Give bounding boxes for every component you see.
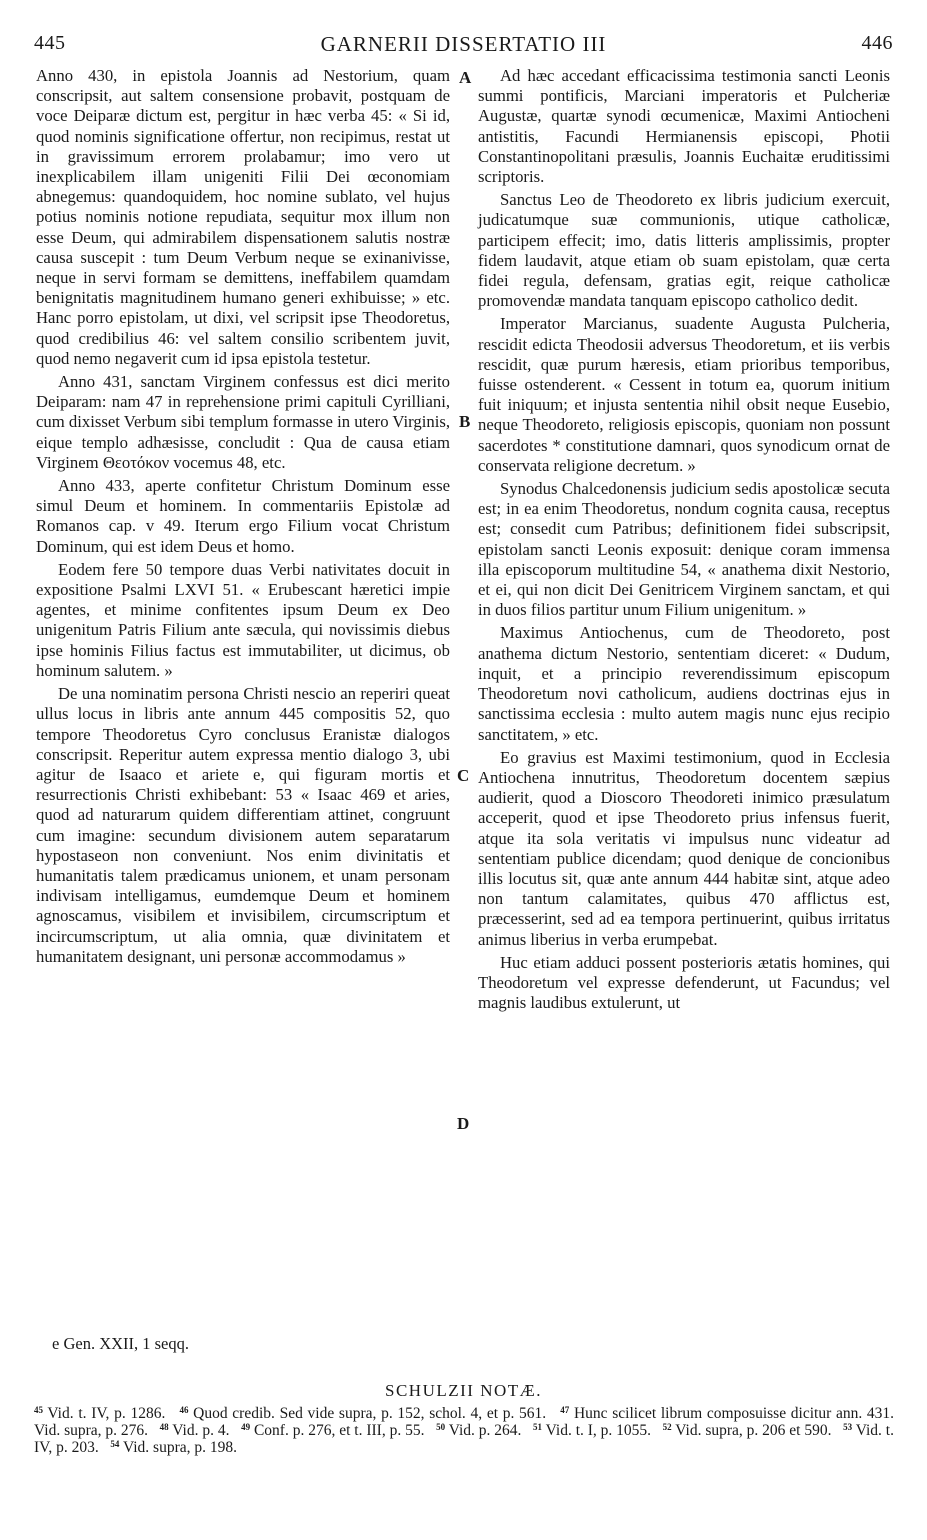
margin-letter-c: C (457, 766, 470, 785)
page-number-left: 445 (34, 32, 66, 54)
page-title: GARNERII DISSERTATIO III (320, 32, 607, 56)
margin-letter-a: A (459, 68, 472, 87)
note-item: $^{46}$ Quod credib. Sed vide supra, p. 152, schol. 4, et p. 561. (179, 1405, 547, 1422)
margin-letter-b: B (459, 412, 471, 431)
note-item: $^{49}$ Conf. p. 276, et t. III, p. 55. (241, 1422, 425, 1439)
notes-title: SCHULZII NOTÆ. (385, 1381, 542, 1400)
note-item: $^{50}$ Vid. p. 264. (436, 1422, 522, 1439)
right-paragraph-1: Ad hæc accedant efficacissima testimonia sancti Leonis summi pontificis, Marciani imperatoris et Pulcheriæ Augustæ, quartæ synodi œcumenicæ, Maximi Antiocheni antistitis, Facundi Hermianensis episcopi, Photii Constantinopolitani præsulis, Joannis Euchaitæ eruditissimi scriptoris. (478, 66, 890, 187)
right-paragraph-2: Sanctus Leo de Theodoreto ex libris judicium exercuit, judicatumque suæ communionis, utique catholicæ, participem effecit; imo, datis litteris amplissimis, propter fidem laudavit, atque etiam ob suam epistolam, quæ certa fidei regula, defensam, gratias egit, reique catholicæ promovendæ mandata tanquam episcopo catholico dedit. (478, 190, 890, 311)
note-item: $^{53}$ Vid. t. IV, p. 203. (34, 1422, 894, 1456)
margin-letter-d: D (457, 1114, 470, 1133)
right-column (478, 66, 890, 1016)
text-footnote: e Gen. XXII, 1 seqq. (52, 1334, 190, 1353)
left-paragraph-3: Anno 433, aperte confitetur Christum Dominum esse simul Deum et hominem. In commentariis Epistolæ ad Romanos cap. v 49. Iterum ergo Filium vocat Christum Dominum, qui est idem Deus et homo. (36, 476, 450, 556)
left-column (36, 66, 450, 970)
left-paragraph-2: Anno 431, sanctam Virginem confessus est dici merito Deiparam: nam 47 in reprehensione primi capituli Cyrilliani, cum dixisset Verbum sibi templum formasse in utero Virginis, eique templo adhæsisse, concludit : Qua de causa etiam Virginem Θεοτόκον vocemus 48, etc. (36, 372, 450, 472)
right-paragraph-3: Imperator Marcianus, suadente Augusta Pulcheria, rescidit edicta Theodosii adversus Theodoretum, et iis verbis rescidit, quæ purum hæresis, etiam prioribus temporibus, fuisse ostenderent. « Cessent in totum ea, quorum initium fuit iniquum; et injusta sententia nihil obsit neque Eusebio, neque Theodoreto, religiosis episcopis, quoniam non possunt sacerdotes * constitutione damnari, quos synodicum ornat de conservata religione decretum. » (478, 314, 890, 475)
running-header (34, 32, 893, 62)
note-item: $^{51}$ Vid. t. I, p. 1055. (533, 1422, 652, 1439)
note-item: $^{52}$ Vid. supra, p. 206 et 590. (662, 1422, 832, 1439)
note-item: $^{48}$ Vid. p. 4. (159, 1422, 230, 1439)
left-paragraph-4: Eodem fere 50 tempore duas Verbi nativitates docuit in expositione Psalmi LXVI 51. « Erubescant hæretici impie agentes, et minime confitentes ipsum Deum ex Deo unigenitum Patris Filium ante sæcula, qui novissimis diebus ipse hominis Filius factus est immutabiliter, ut dicimus, ob hominum salutem. » (36, 559, 450, 680)
right-paragraph-4: Synodus Chalcedonensis judicium sedis apostolicæ secuta est; in ea enim Theodoretus, nondum cognita causa, receptus est; consedit cum Patribus; definitionem fidei subscripsit, epistolam sancti Leonis exposuit: denique coram immensa illa episcoporum multitudine 54, « anathema dixit Nestorio, et ei, qui non dicit Dei Genitricem Virginem sanctam, et qui in duos filios partitur unum Filium unigenitum. » (478, 479, 890, 620)
right-paragraph-7: Huc etiam adduci possent posterioris ætatis homines, qui Theodoretum vel expresse defenderunt, ut Facundus; vel magnis laudibus extulerunt, ut (478, 952, 890, 1013)
note-item: $^{54}$ Vid. supra, p. 198. (110, 1439, 237, 1456)
right-paragraph-5: Maximus Antiochenus, cum de Theodoreto, post anathema dictum Nestorio, sententiam diceret: « Dudum, inquit, et a principio reverendissimum episcopum Theodoretum novi catholicum, audiens doctrinas ejus in sanctissima ecclesia : multo autem magis nunc ejus recipio sanctitatem, » etc. (478, 623, 890, 744)
note-item: $^{45}$ Vid. t. IV, p. 1286. (34, 1405, 166, 1422)
left-paragraph-1: Anno 430, in epistola Joannis ad Nestorium, quam conscripsit, aut saltem consensione probavit, postquam de voce Deiparæ dictum est, pergitur in hæc verba 45: « Si id, quod nominis significatione offertur, non recipimus, restat ut in gravissimum errorem prolabamur; imo vero ut inexplicabilem illam unigeniti Filii Dei œconomiam abnegemus: quandoquidem, hoc nomine sublato, vel hujus potius nominis notione repudiata, sequitur mox illum non esse Deum, qui admirabilem dispensationem salutis nostræ causa suscepit : tum Deum Verbum neque se exinanivisse, neque in servi formam se demittens, ineffabilem quamdam benignitatis magnitudinem humano generi exhibuisse; » etc. Hanc porro epistolam, ut dixi, vel scripsit ipse Theodoretus, quod credibilius 46: vel saltem consilio scribentem juvit, quod nemo negaverit cum id ipsa epistola testetur. (36, 66, 450, 368)
notes-list (34, 1405, 894, 1456)
note-item: $^{47}$ Hunc scilicet librum composuisse dicitur ann. 431. Vid. supra, p. 276. (34, 1405, 895, 1439)
left-paragraph-5: De una nominatim persona Christi nescio an reperiri queat ullus locus in libris ante annum 445 compositis 52, quo tempore Theodoretus Cyro conclusus Eranistæ dialogos conscripsit. Reperitur autem expressa mentio dialogo 3, ubi agitur de Isaaco et ariete e, qui figuram mortis et resurrectionis Christi exhibebant: 53 « Isaac 469 et aries, quod ad naturarum quidem differentiam attinet, congruunt cum imagine: secundum divisionem autem separatarum hypostaseon non conveniunt. Nos enim divinitatis et humanitatis talem prædicamus unionem, et unam personam indivisam intelligamus, eumdemque Deum et hominem agnoscamus, visibilem et invisibilem, circumscriptum et incircumscriptum, ut alia omnia, quæ divinitatem et humanitatem designant, uni personæ accommodamus » (36, 684, 450, 966)
page-number-right: 446 (861, 32, 893, 54)
right-paragraph-6: Eo gravius est Maximi testimonium, quod in Ecclesia Antiochena innutritus, Theodoretum docentem sæpius audierit, quod a Dioscoro Theodoreti inimico præsulatum acceperit, quod et ipse Theodoreto prius infensus fuerit, atque ita sola veritatis vi impulsus nunc videatur ad sententiam publice dicendam; quod denique de concionibus illis locutus sit, quæ ante annum 444 habitæ sint, atque adeo non tantum calamitates, quibus 470 afflictus est, præcesserint, sed ad ea tempora pertinuerint, quibus irritatus animus liberius in verba erumpebat. (478, 747, 890, 949)
